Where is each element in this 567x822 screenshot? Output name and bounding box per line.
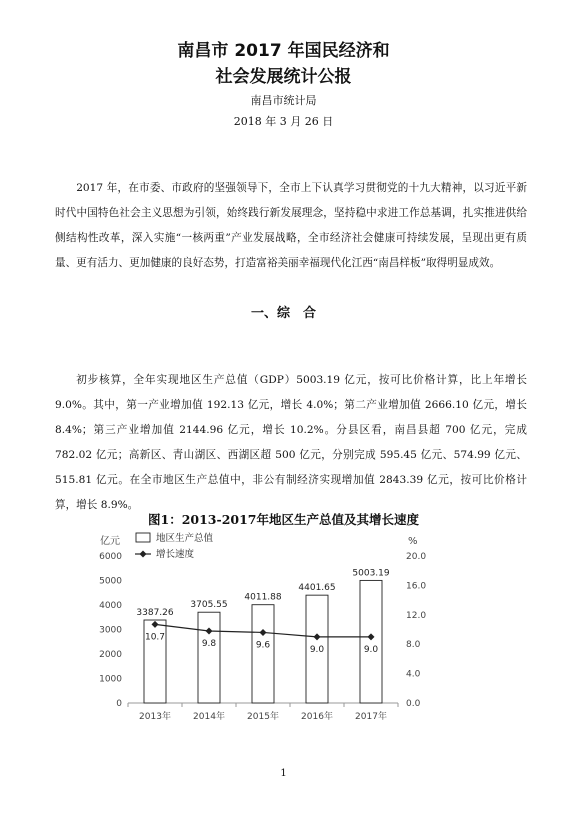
gdp-bar bbox=[198, 612, 220, 703]
growth-rate-value-label: 9.8 bbox=[201, 638, 217, 649]
growth-rate-value-label: 10.7 bbox=[144, 632, 166, 643]
y-axis-left-label: 亿元 bbox=[100, 536, 120, 547]
document-title-line2: 社会发展统计公报 bbox=[215, 67, 352, 87]
gdp-bar bbox=[360, 580, 382, 703]
y-tick-left: 4000 bbox=[99, 601, 122, 611]
x-tick-label: 2014年 bbox=[193, 712, 225, 722]
gdp-growth-chart bbox=[80, 528, 460, 728]
y-tick-right: 4.0 bbox=[406, 669, 421, 680]
y-tick-left: 5000 bbox=[99, 576, 122, 587]
overview-paragraph: 初步核算，全年实现地区生产总值（GDP）5003.19 亿元，按可比价格计算，比上年增长 9.0%。其中，第一产业增加值 192.13 亿元，增长 4.0%；第二产业增加值 2666.10 亿元，增长 8.4%；第三产业增加值 2144.96 亿元，增长 10.2%。分县区看，南昌县超 700 亿元，完成 782.02 亿元；高新区、青山湖区、西湖区超 500 亿元，分别完成 595.45 亿元、574.99 亿元、515.81 亿元。在全市地区生产总值中，非公有制经济实现增加值 2843.39 亿元，按可比价格计算，增长 8.9%。 bbox=[55, 374, 527, 511]
intro-paragraph: 2017 年，在市委、市政府的坚强领导下，全市上下认真学习贯彻党的十九大精神，以习近平新时代中国特色社会主义思想为引领，始终践行新发展理念，坚持稳中求进工作总基调，扎实推进供给侧结构性改革，深入实施“一核两重”产业发展战略，全市经济社会健康可持续发展，呈现出更有质量、更有活力、更加健康的良好态势，打造富裕美丽幸福现代化江西“南昌样板”取得明显成效。 bbox=[55, 182, 527, 269]
y-tick-right: 12.0 bbox=[406, 610, 427, 621]
y-tick-left: 2000 bbox=[99, 650, 122, 660]
growth-rate-value-label: 9.0 bbox=[309, 644, 325, 655]
gdp-bar-value-label: 3705.55 bbox=[190, 600, 228, 611]
gdp-bar-value-label: 3387.26 bbox=[136, 608, 174, 619]
gdp-bar-value-label: 4401.65 bbox=[298, 583, 336, 594]
y-tick-left: 6000 bbox=[99, 552, 122, 562]
issuing-organization: 南昌市统计局 bbox=[250, 94, 317, 107]
gdp-bar-value-label: 5003.19 bbox=[352, 568, 390, 579]
x-tick-label: 2017年 bbox=[355, 712, 387, 722]
growth-rate-value-label: 9.0 bbox=[363, 644, 379, 655]
page-number: 1 bbox=[280, 768, 287, 779]
y-tick-right: 8.0 bbox=[406, 640, 421, 651]
y-tick-right: 0.0 bbox=[406, 699, 421, 709]
gdp-bar-value-label: 4011.88 bbox=[244, 592, 282, 603]
legend-bar-swatch bbox=[136, 533, 150, 542]
section-heading-overview: 一、综 合 bbox=[250, 306, 316, 321]
x-tick-label: 2015年 bbox=[247, 712, 279, 722]
gdp-bar bbox=[252, 605, 274, 703]
chart-title: 图1：2013-2017年地区生产总值及其增长速度 bbox=[148, 512, 419, 527]
x-tick-label: 2013年 bbox=[139, 712, 171, 722]
y-axis-right-label: % bbox=[408, 536, 418, 547]
legend-line-label: 增长速度 bbox=[156, 549, 195, 560]
growth-rate-value-label: 9.6 bbox=[255, 640, 271, 651]
y-tick-left: 3000 bbox=[99, 625, 122, 636]
publication-date: 2018 年 3 月 26 日 bbox=[233, 115, 334, 128]
x-tick-label: 2016年 bbox=[301, 712, 333, 722]
y-tick-right: 16.0 bbox=[406, 581, 427, 592]
y-tick-left: 1000 bbox=[99, 674, 122, 685]
document-title-line1: 南昌市 2017 年国民经济和 bbox=[177, 41, 390, 61]
y-tick-left: 0 bbox=[116, 699, 122, 709]
legend-bar-label: 地区生产总值 bbox=[156, 533, 214, 544]
legend-line-marker bbox=[140, 551, 147, 558]
y-tick-right: 20.0 bbox=[406, 552, 427, 562]
